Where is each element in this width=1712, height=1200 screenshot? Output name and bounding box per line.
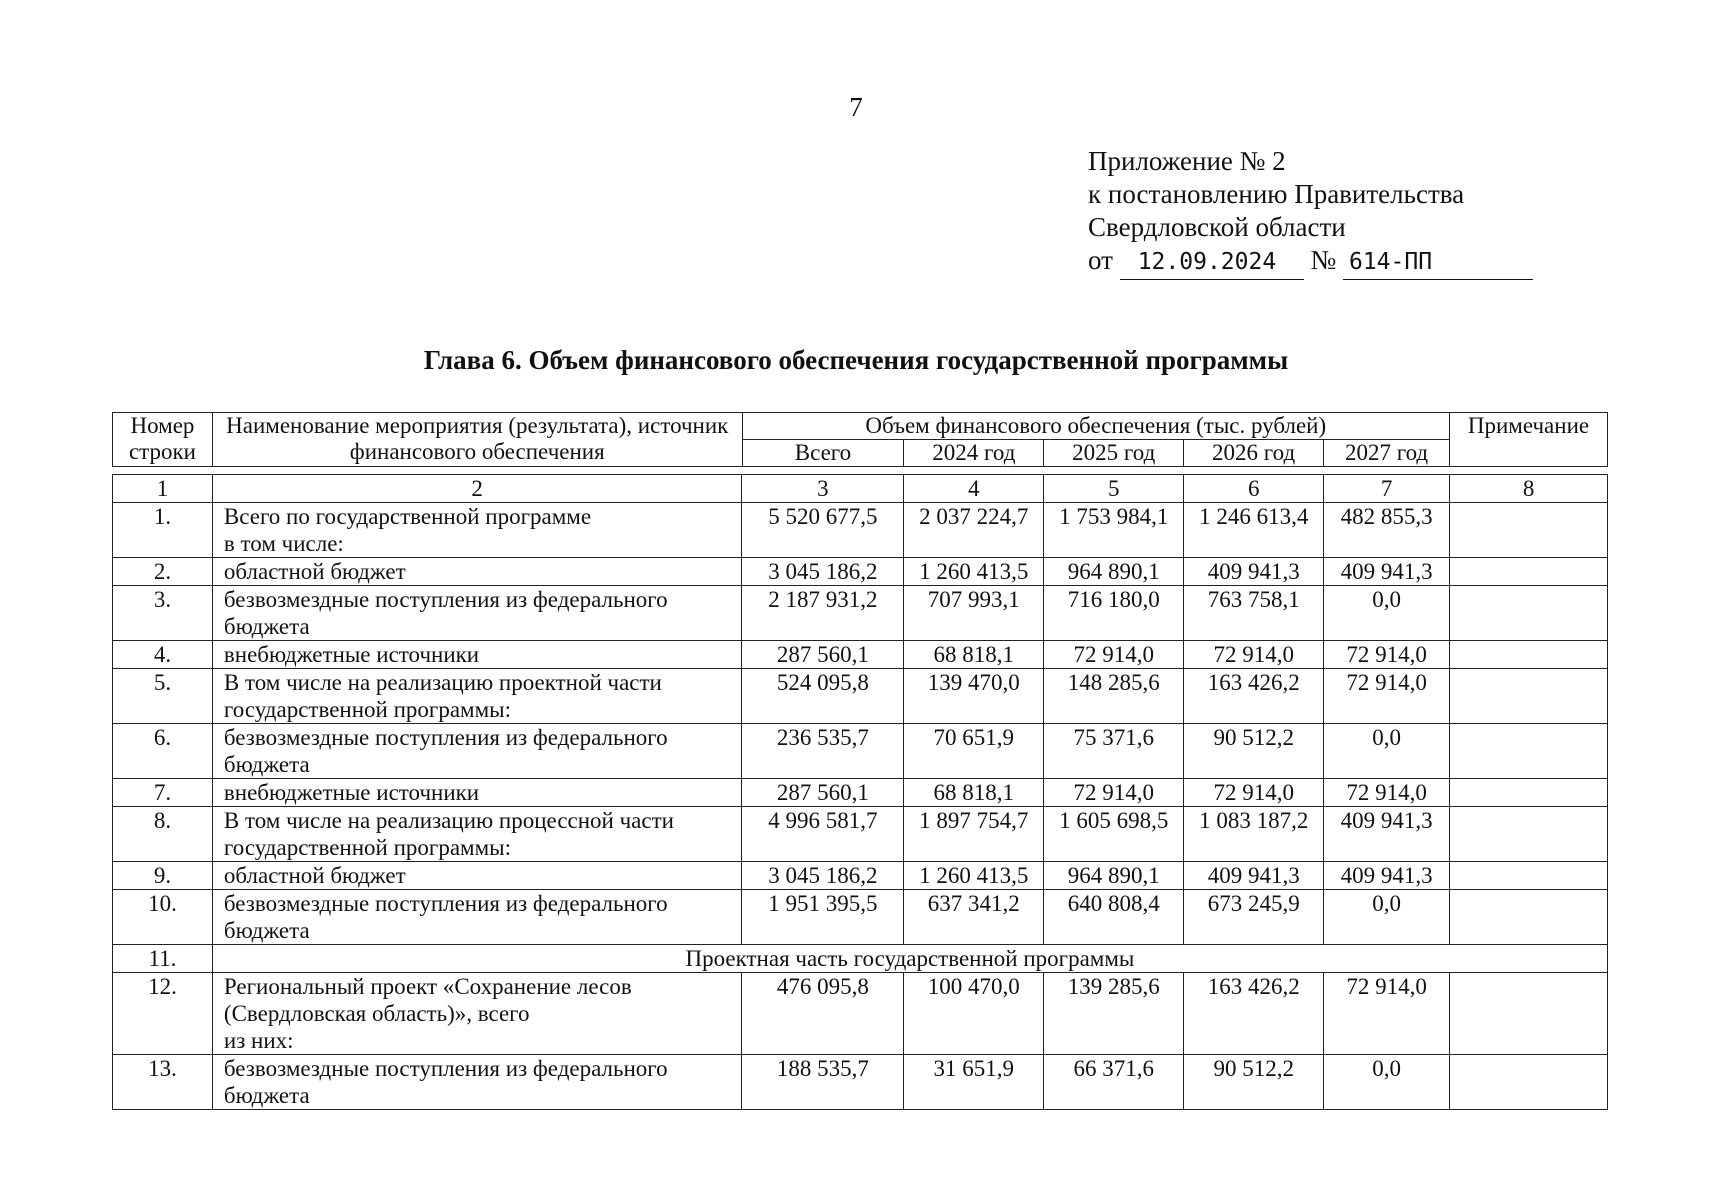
row-number-cell: 13. xyxy=(113,1055,213,1110)
y2026-cell: 409 941,3 xyxy=(1184,862,1324,890)
note-cell xyxy=(1450,807,1608,862)
row-name-cell: внебюджетные источники xyxy=(212,779,741,807)
y2027-cell: 72 914,0 xyxy=(1324,669,1450,724)
total-cell: 4 996 581,7 xyxy=(742,807,904,862)
table-row xyxy=(113,558,1608,586)
column-number-row xyxy=(113,475,1608,503)
total-cell: 1 951 395,5 xyxy=(742,890,904,945)
y2025-cell: 1 753 984,1 xyxy=(1044,503,1184,558)
y2025-cell: 716 180,0 xyxy=(1044,586,1184,641)
row-name-cell: безвозмездные поступления из федерального бюджета xyxy=(212,890,741,945)
header-2025: 2025 год xyxy=(1044,440,1184,467)
column-number-cell: 2 xyxy=(212,475,741,503)
column-number-cell: 1 xyxy=(113,475,213,503)
column-number-cell: 3 xyxy=(742,475,904,503)
row-name-cell: безвозмездные поступления из федерального бюджета xyxy=(212,724,741,779)
row-name-cell: областной бюджет xyxy=(212,558,741,586)
row-number-cell: 10. xyxy=(113,890,213,945)
row-number-cell: 8. xyxy=(113,807,213,862)
total-cell: 524 095,8 xyxy=(742,669,904,724)
decree-number: 614-ПП xyxy=(1343,246,1533,280)
total-cell: 188 535,7 xyxy=(742,1055,904,1110)
y2027-cell: 409 941,3 xyxy=(1324,807,1450,862)
note-cell xyxy=(1450,503,1608,558)
total-cell: 476 095,8 xyxy=(742,973,904,1055)
y2026-cell: 163 426,2 xyxy=(1184,669,1324,724)
header-total: Всего xyxy=(742,440,904,467)
row-name-cell: безвозмездные поступления из федерального бюджета xyxy=(212,586,741,641)
row-name-cell: В том числе на реализацию проектной части государственной программы: xyxy=(212,669,741,724)
column-number-cell: 6 xyxy=(1184,475,1324,503)
table-row xyxy=(113,807,1608,862)
y2025-cell: 72 914,0 xyxy=(1044,641,1184,669)
y2027-cell: 0,0 xyxy=(1324,586,1450,641)
row-name-cell: Всего по государственной программе в том числе: xyxy=(212,503,741,558)
y2027-cell: 409 941,3 xyxy=(1324,862,1450,890)
header-volume: Объем финансового обеспечения (тыс. рублей) xyxy=(742,413,1449,440)
header-2027: 2027 год xyxy=(1324,440,1450,467)
y2024-cell: 139 470,0 xyxy=(904,669,1044,724)
finance-table xyxy=(112,474,1608,1110)
row-number-cell: 12. xyxy=(113,973,213,1055)
y2025-cell: 75 371,6 xyxy=(1044,724,1184,779)
total-cell: 3 045 186,2 xyxy=(742,558,904,586)
y2025-cell: 139 285,6 xyxy=(1044,973,1184,1055)
y2026-cell: 1 083 187,2 xyxy=(1184,807,1324,862)
header-2024: 2024 год xyxy=(904,440,1044,467)
y2024-cell: 68 818,1 xyxy=(904,641,1044,669)
appendix-line3: Свердловской области xyxy=(1088,212,1346,242)
y2024-cell: 1 897 754,7 xyxy=(904,807,1044,862)
row-name-cell: внебюджетные источники xyxy=(212,641,741,669)
note-cell xyxy=(1450,724,1608,779)
y2027-cell: 0,0 xyxy=(1324,890,1450,945)
page-number: 7 xyxy=(849,92,863,122)
y2027-cell: 72 914,0 xyxy=(1324,779,1450,807)
table-row xyxy=(113,890,1608,945)
y2027-cell: 72 914,0 xyxy=(1324,641,1450,669)
row-number-cell: 4. xyxy=(113,641,213,669)
y2026-cell: 72 914,0 xyxy=(1184,641,1324,669)
y2024-cell: 707 993,1 xyxy=(904,586,1044,641)
y2024-cell: 68 818,1 xyxy=(904,779,1044,807)
y2025-cell: 148 285,6 xyxy=(1044,669,1184,724)
y2024-cell: 1 260 413,5 xyxy=(904,862,1044,890)
row-name-cell: областной бюджет xyxy=(212,862,741,890)
number-label: № xyxy=(1310,245,1337,275)
table-row xyxy=(113,945,1608,973)
table-header xyxy=(112,412,1608,467)
row-name-cell: В том числе на реализацию процессной части государственной программы: xyxy=(212,807,741,862)
header-name: Наименование мероприятия (результата), источник финансового обеспечения xyxy=(212,413,742,467)
y2026-cell: 1 246 613,4 xyxy=(1184,503,1324,558)
total-cell: 2 187 931,2 xyxy=(742,586,904,641)
y2027-cell: 482 855,3 xyxy=(1324,503,1450,558)
y2027-cell: 0,0 xyxy=(1324,1055,1450,1110)
total-cell: 5 520 677,5 xyxy=(742,503,904,558)
y2025-cell: 964 890,1 xyxy=(1044,558,1184,586)
appendix-block xyxy=(1088,145,1533,280)
finance-table-body xyxy=(113,475,1608,1110)
total-cell: 287 560,1 xyxy=(742,641,904,669)
note-cell xyxy=(1450,669,1608,724)
y2025-cell: 1 605 698,5 xyxy=(1044,807,1184,862)
y2024-cell: 2 037 224,7 xyxy=(904,503,1044,558)
y2026-cell: 90 512,2 xyxy=(1184,724,1324,779)
from-label: от xyxy=(1088,245,1113,275)
appendix-date-line xyxy=(1088,244,1533,280)
y2025-cell: 640 808,4 xyxy=(1044,890,1184,945)
note-cell xyxy=(1450,586,1608,641)
decree-date: 12.09.2024 xyxy=(1120,246,1304,280)
y2025-cell: 66 371,6 xyxy=(1044,1055,1184,1110)
note-cell xyxy=(1450,641,1608,669)
table-row xyxy=(113,669,1608,724)
y2024-cell: 70 651,9 xyxy=(904,724,1044,779)
note-cell xyxy=(1450,862,1608,890)
table-row xyxy=(113,586,1608,641)
row-name-cell: безвозмездные поступления из федерального бюджета xyxy=(212,1055,741,1110)
column-number-cell: 7 xyxy=(1324,475,1450,503)
header-row-number: Номер строки xyxy=(113,413,213,467)
header-note: Примечание xyxy=(1449,413,1607,467)
note-cell xyxy=(1450,1055,1608,1110)
column-number-cell: 8 xyxy=(1450,475,1608,503)
note-cell xyxy=(1450,973,1608,1055)
row-number-cell: 5. xyxy=(113,669,213,724)
table-row xyxy=(113,973,1608,1055)
y2026-cell: 673 245,9 xyxy=(1184,890,1324,945)
y2026-cell: 72 914,0 xyxy=(1184,779,1324,807)
note-cell xyxy=(1450,558,1608,586)
row-number-cell: 11. xyxy=(113,945,213,973)
row-number-cell: 7. xyxy=(113,779,213,807)
row-name-cell: Региональный проект «Сохранение лесов (Свердловская область)», всего из них: xyxy=(212,973,741,1055)
row-number-cell: 6. xyxy=(113,724,213,779)
y2025-cell: 72 914,0 xyxy=(1044,779,1184,807)
note-cell xyxy=(1450,779,1608,807)
row-number-cell: 3. xyxy=(113,586,213,641)
y2024-cell: 31 651,9 xyxy=(904,1055,1044,1110)
table-row xyxy=(113,862,1608,890)
appendix-line1: Приложение № 2 xyxy=(1088,146,1286,176)
table-row xyxy=(113,641,1608,669)
y2024-cell: 1 260 413,5 xyxy=(904,558,1044,586)
y2027-cell: 72 914,0 xyxy=(1324,973,1450,1055)
y2026-cell: 163 426,2 xyxy=(1184,973,1324,1055)
chapter-title: Глава 6. Объем финансового обеспечения государственной программы xyxy=(423,345,1289,375)
y2026-cell: 90 512,2 xyxy=(1184,1055,1324,1110)
table-row xyxy=(113,779,1608,807)
y2024-cell: 637 341,2 xyxy=(904,890,1044,945)
row-number-cell: 1. xyxy=(113,503,213,558)
table-row xyxy=(113,1055,1608,1110)
total-cell: 3 045 186,2 xyxy=(742,862,904,890)
header-2026: 2026 год xyxy=(1184,440,1324,467)
table-row xyxy=(113,503,1608,558)
y2027-cell: 0,0 xyxy=(1324,724,1450,779)
row-number-cell: 9. xyxy=(113,862,213,890)
column-number-cell: 4 xyxy=(904,475,1044,503)
y2026-cell: 763 758,1 xyxy=(1184,586,1324,641)
note-cell xyxy=(1450,890,1608,945)
column-number-cell: 5 xyxy=(1044,475,1184,503)
total-cell: 236 535,7 xyxy=(742,724,904,779)
table-row xyxy=(113,724,1608,779)
section-title-cell: Проектная часть государственной программы xyxy=(212,945,1607,973)
row-number-cell: 2. xyxy=(113,558,213,586)
total-cell: 287 560,1 xyxy=(742,779,904,807)
y2027-cell: 409 941,3 xyxy=(1324,558,1450,586)
y2026-cell: 409 941,3 xyxy=(1184,558,1324,586)
appendix-line2: к постановлению Правительства xyxy=(1088,179,1465,209)
y2025-cell: 964 890,1 xyxy=(1044,862,1184,890)
y2024-cell: 100 470,0 xyxy=(904,973,1044,1055)
